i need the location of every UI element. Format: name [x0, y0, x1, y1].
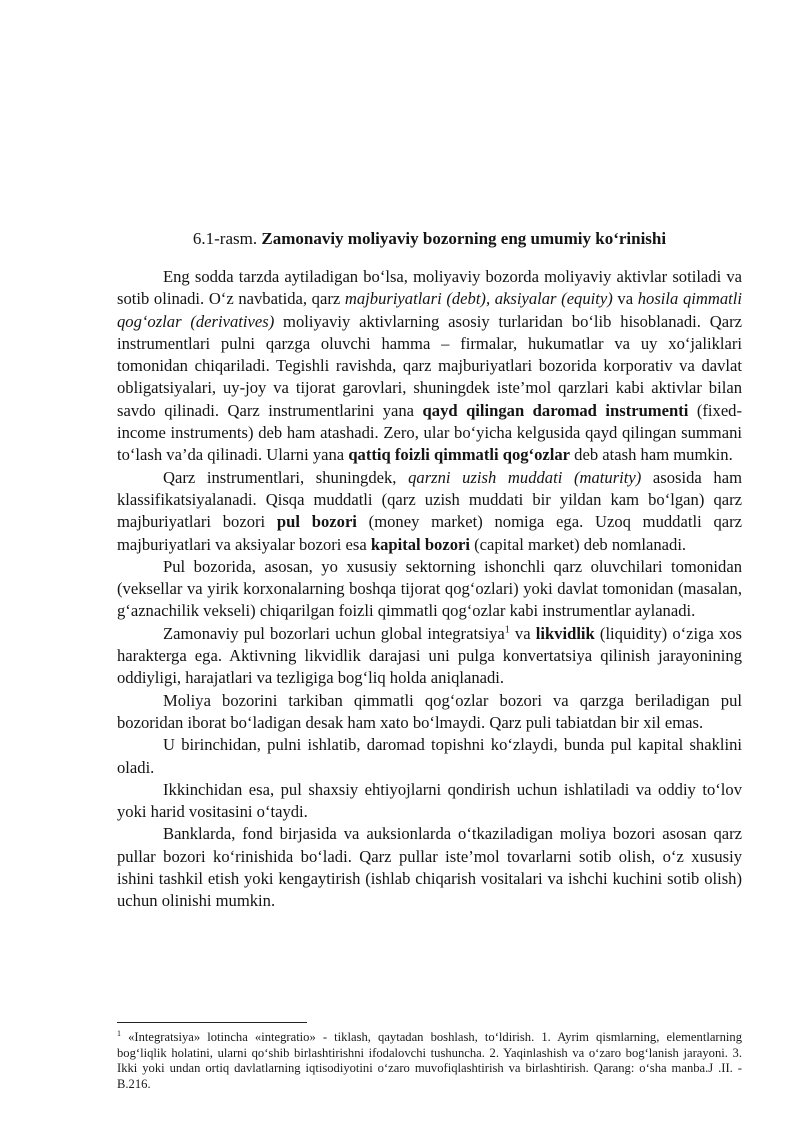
text-run: va — [612, 289, 638, 309]
text-run: (capital market) deb nomlanadi. — [469, 534, 687, 554]
paragraph-5: Moliya bozorini tarkiban qimmatli qog‘ozlar bozori va qarzga beriladigan pul bozoridan iborat bo‘ladigan desak ham xato bo‘lmaydi. Qarz puli tabiatdan bir xil emas. — [117, 690, 742, 732]
bold-term: likvidlik — [535, 623, 595, 643]
italic-term: hosila qimmatli qog‘ozlar (derivatives) — [117, 289, 742, 331]
bold-term: pul bozori — [276, 512, 357, 532]
paragraph-8: Banklarda, fond birjasida va auksionlarda o‘tkaziladigan moliya bozori asosan qarz pullar bozori ko‘rinishida bo‘ladi. Qarz pullar iste’mol tovarlarni sotib olish, o‘z xususiy ishini tashkil etish yoki kengaytirish (ishlab chiqarish vositalari va ishchi kuchini sotib olish) uchun olinishi mumkin. — [117, 824, 742, 911]
paragraph-7: Ikkinchidan esa, pul shaxsiy ehtiyojlarni qondirish uchun ishlatiladi va oddiy to‘lov yoki harid vositasini o‘taydi. — [117, 779, 742, 822]
footnote — [117, 1030, 742, 1092]
text-run: Eng sodda tarzda aytiladigan bo‘lsa, moliyaviy bozorda moliyaviy aktivlar sotiladi va sotib olinadi. O‘z navbatida, qarz — [117, 267, 742, 309]
italic-term: qarzni uzish muddati (maturity) — [408, 467, 642, 487]
text-run: Qarz instrumentlari, shuningdek, — [163, 467, 409, 487]
text-run: Zamonaviy pul bozorlari uchun global integratsiya — [163, 623, 505, 643]
text-run: asosida ham klassifikatsiyalanadi. Qisqa muddatli (qarz uzish muddati bir yildan kam bo‘lgan) qarz majburiyatlari bozori — [117, 467, 742, 532]
document-body — [117, 228, 742, 913]
text-run: (money market) nomiga ega. Uzoq muddatli qarz majburiyatlari va aksiyalar bozori esa — [117, 512, 742, 554]
paragraph-1 — [117, 266, 742, 467]
paragraph-6: U birinchidan, pulni ishlatib, daromad topishni ko‘zlaydi, bunda pul kapital shaklini oladi. — [117, 735, 742, 777]
paragraph-3: Pul bozorida, asosan, yo xususiy sektorning ishonchli qarz oluvchilari tomonidan (veksellar va yirik korxonalarning boshqa tijorat qog‘ozlari) yoki davlat tomonidan (masalan, g‘aznachilik vekseli) chiqarilgan foizli qimmatli qog‘ozlar kabi instrumentlar aylanadi. — [117, 556, 742, 621]
text-run: (liquidity) o‘ziga xos harakterga ega. Aktivning likvidlik darajasi uni pulga konvertatsiya qilinish jarayonining oddiyligi, harajatlari va tezligiga bog‘liq holda aniqlanadi. — [117, 623, 742, 688]
paragraph-4 — [117, 623, 742, 690]
bold-term: qayd qilingan daromad instrumenti — [422, 400, 689, 420]
bold-term: qattiq foizli qimmatli qog‘ozlar — [348, 445, 571, 465]
footnote-divider — [117, 1022, 307, 1023]
text-run: va — [509, 623, 536, 643]
figure-caption — [117, 228, 742, 250]
footnote-reference[interactable]: 1 — [504, 624, 510, 636]
figure-title: Zamonaviy moliyaviy bozorning eng umumiy ko‘rinishi — [261, 229, 667, 248]
text-run: (fixed-income instruments) deb ham atashadi. Zero, ular bo‘yicha kelgusida qayd qilingan summani to‘lash va’da qilinadi. Ularni yana — [117, 400, 743, 465]
text-run: moliyaviy aktivlarning asosiy turlaridan bo‘lib hisoblanadi. Qarz instrumentlari pulni qarzga oluvchi hamma – firmalar, hukumatlar va uy xo‘jaliklari tomonidan chiqariladi. Tegishli ravishda, qarz majburiyatlari bozorida korporativ va davlat obligatsiyalari, uy-joy va tijorat garovlari, shuningdek iste’mol qarzlari kabi aktivlar bilan savdo qilinadi. Qarz instrumentlarini yana — [117, 311, 742, 420]
figure-number: 6.1-rasm. — [192, 229, 258, 248]
footnote-mark: 1 — [117, 1028, 121, 1038]
text-run: deb atash ham mumkin. — [570, 445, 733, 465]
paragraph-2 — [117, 467, 742, 556]
bold-term: kapital bozori — [370, 534, 470, 554]
footnote-text: «Integratsiya» lotincha «integratio» - tiklash, qaytadan boshlash, to‘ldirish. 1. Ayrim qismlarning, elementlarning bog‘liqlik holatini, ularni qo‘shib birlashtirishni ifodalovchi tushuncha. 2. Yaqinlashish va o‘zaro bog‘lanish jarayoni. 3. Ikki yoki undan ortiq davlatlarning iqtisodiyotini o‘zaro muvofiqlashtirish va birlashtirish. Qarang: o‘sha manba.J .II. - B.216. — [117, 1030, 742, 1091]
italic-term: majburiyatlari (debt), aksiyalar (equity) — [344, 289, 613, 309]
